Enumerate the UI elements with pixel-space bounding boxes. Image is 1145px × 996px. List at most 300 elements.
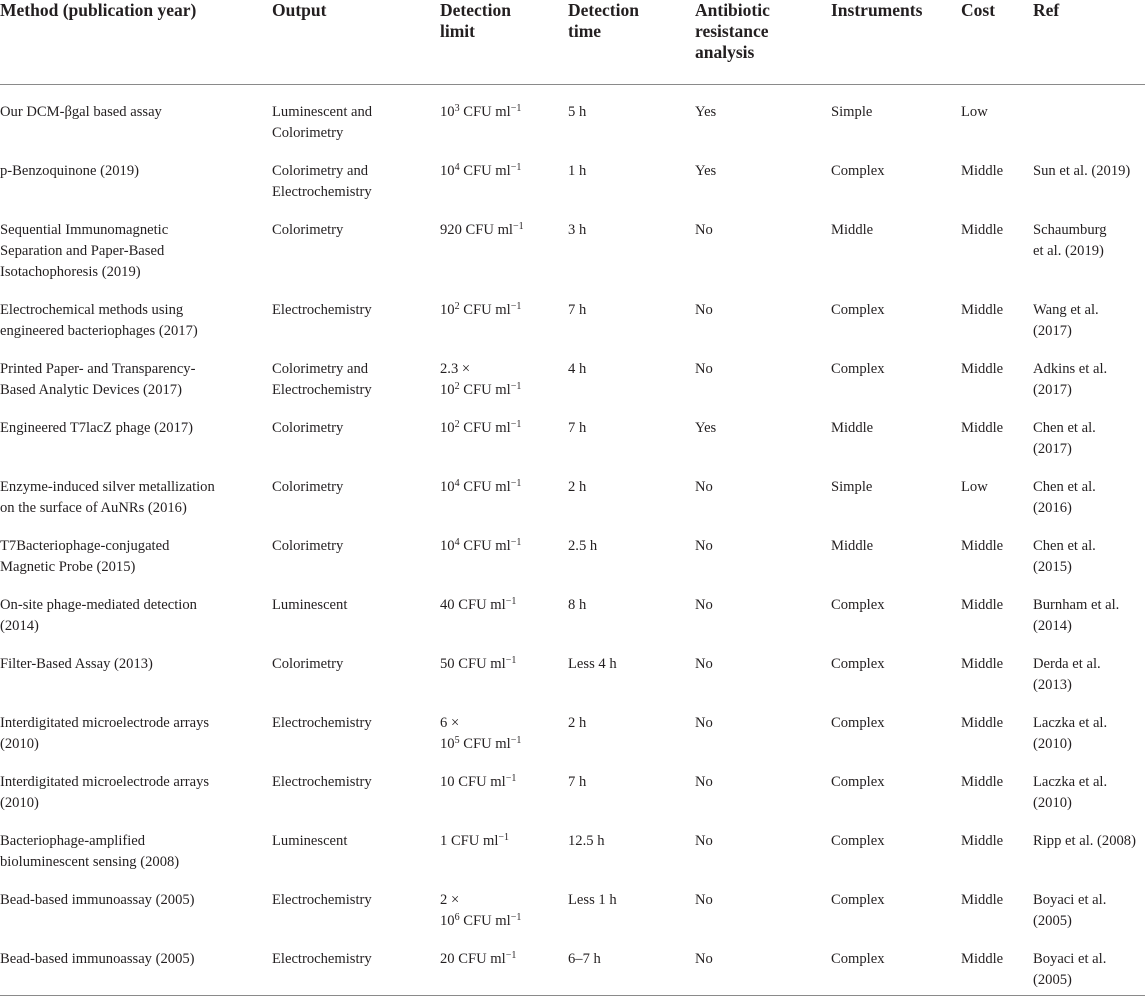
cost-value: Middle [961, 301, 1004, 318]
output-cell [272, 873, 440, 932]
ref-line: Derda et al. [1033, 655, 1101, 672]
limit-unit: CFU ml [459, 419, 511, 436]
limit-value: 10 [440, 478, 455, 495]
antibiotic-cell [695, 203, 831, 283]
ref-line: Boyaci et al. [1033, 950, 1107, 967]
limit-value: 50 CFU ml [440, 655, 506, 672]
antibiotic-cell [695, 401, 831, 460]
ref-line: Chen et al. [1033, 419, 1096, 436]
instruments-cell [831, 401, 961, 460]
ref-line: (2014) [1033, 617, 1072, 634]
output-line: Luminescent [272, 596, 348, 613]
output-cell [272, 755, 440, 814]
limit-unit-exponent: −1 [510, 734, 522, 746]
cost-cell [961, 460, 1033, 519]
detection-time-value: 3 h [568, 221, 587, 238]
detection-time-value: 7 h [568, 419, 587, 436]
instruments-cell [831, 814, 961, 873]
limit-unit: CFU ml [459, 103, 511, 120]
detection-limit-line [440, 220, 568, 241]
detection-limit-cell [440, 84, 568, 144]
output-line: Electrochemistry [272, 950, 372, 967]
detection-limit-line [440, 949, 568, 970]
detection-time-cell [568, 932, 695, 996]
cost-cell [961, 342, 1033, 401]
cost-cell [961, 814, 1033, 873]
cost-cell [961, 519, 1033, 578]
output-line: Colorimetry [272, 124, 344, 141]
detection-time-cell [568, 283, 695, 342]
antibiotic-value: Yes [695, 103, 717, 120]
output-line: Colorimetry and [272, 162, 369, 179]
output-cell [272, 342, 440, 401]
table-row [0, 342, 1145, 401]
output-line: Colorimetry [272, 419, 344, 436]
instruments-value: Middle [831, 419, 874, 436]
method-line: Magnetic Probe (2015) [0, 558, 136, 575]
header-detection-time [568, 0, 695, 84]
ref-line: Laczka et al. [1033, 714, 1108, 731]
output-line: Colorimetry [272, 221, 344, 238]
instruments-value: Complex [831, 773, 885, 790]
ref-line: Laczka et al. [1033, 773, 1108, 790]
limit-value: 10 [440, 537, 455, 554]
ref-cell [1033, 578, 1145, 637]
antibiotic-value: No [695, 301, 713, 318]
table-row [0, 203, 1145, 283]
detection-time-cell [568, 519, 695, 578]
header-row [0, 0, 1145, 84]
header-line: Cost [961, 0, 996, 20]
method-line: engineered bacteriophages (2017) [0, 322, 198, 339]
header-ref [1033, 0, 1145, 84]
table-row [0, 873, 1145, 932]
detection-time-value: 8 h [568, 596, 587, 613]
header-line: Antibiotic [695, 0, 770, 20]
ref-cell [1033, 203, 1145, 283]
header-line: Detection [568, 0, 639, 20]
method-line: Separation and Paper-Based [0, 242, 165, 259]
antibiotic-cell [695, 342, 831, 401]
header-detection-limit [440, 0, 568, 84]
detection-limit-line [440, 911, 568, 932]
method-line: (2010) [0, 735, 39, 752]
ref-cell [1033, 814, 1145, 873]
header-output [272, 0, 440, 84]
method-line: Filter-Based Assay (2013) [0, 655, 153, 672]
instruments-cell [831, 873, 961, 932]
instruments-cell [831, 283, 961, 342]
method-cell [0, 873, 272, 932]
limit-exponent: −1 [505, 595, 517, 607]
instruments-value: Middle [831, 537, 874, 554]
antibiotic-cell [695, 283, 831, 342]
cost-value: Middle [961, 360, 1004, 377]
instruments-value: Complex [831, 162, 885, 179]
cost-value: Middle [961, 221, 1004, 238]
ref-cell [1033, 283, 1145, 342]
cost-value: Middle [961, 891, 1004, 908]
limit-exponent: 4 [454, 536, 460, 548]
limit-exponent: 4 [454, 477, 460, 489]
limit-exponent: 2 [454, 418, 460, 430]
antibiotic-value: No [695, 360, 713, 377]
method-line: Electrochemical methods using [0, 301, 184, 318]
header-line: Method (publication year) [0, 0, 197, 20]
table-row [0, 578, 1145, 637]
output-cell [272, 637, 440, 696]
ref-line: (2005) [1033, 971, 1072, 988]
instruments-value: Simple [831, 478, 873, 495]
instruments-cell [831, 144, 961, 203]
method-line: (2010) [0, 794, 39, 811]
instruments-cell [831, 755, 961, 814]
output-cell [272, 932, 440, 996]
table-row [0, 460, 1145, 519]
limit-unit: CFU ml [459, 478, 511, 495]
antibiotic-cell [695, 84, 831, 144]
ref-line: Schaumburg [1033, 221, 1107, 238]
cost-value: Middle [961, 596, 1004, 613]
ref-line: (2017) [1033, 322, 1072, 339]
detection-limit-cell [440, 519, 568, 578]
antibiotic-value: No [695, 714, 713, 731]
output-line: Electrochemistry [272, 183, 372, 200]
table-row [0, 814, 1145, 873]
ref-cell [1033, 873, 1145, 932]
detection-time-cell [568, 203, 695, 283]
limit-value: 2.3 × [440, 360, 471, 377]
detection-limit-cell [440, 144, 568, 203]
instruments-value: Simple [831, 103, 873, 120]
output-cell [272, 519, 440, 578]
limit-value: 10 CFU ml [440, 773, 506, 790]
antibiotic-value: No [695, 891, 713, 908]
header-instruments [831, 0, 961, 84]
ref-line: (2016) [1033, 499, 1072, 516]
ref-line: (2017) [1033, 381, 1072, 398]
limit-unit-exponent: −1 [510, 911, 522, 923]
ref-cell [1033, 932, 1145, 996]
ref-cell [1033, 637, 1145, 696]
detection-time-cell [568, 342, 695, 401]
table-row [0, 144, 1145, 203]
cost-value: Low [961, 478, 988, 495]
cost-value: Middle [961, 832, 1004, 849]
detection-limit-line [440, 380, 568, 401]
detection-limit-line [440, 734, 568, 755]
header-line: Instruments [831, 0, 923, 20]
table-row [0, 84, 1145, 144]
detection-limit-line [440, 654, 568, 675]
output-cell [272, 283, 440, 342]
output-line: Colorimetry [272, 655, 344, 672]
instruments-cell [831, 84, 961, 144]
detection-time-cell [568, 637, 695, 696]
ref-line: Wang et al. [1033, 301, 1099, 318]
cost-value: Middle [961, 419, 1004, 436]
limit-exponent: 4 [454, 161, 460, 173]
instruments-cell [831, 460, 961, 519]
table-row [0, 696, 1145, 755]
limit-unit-exponent: −1 [510, 418, 522, 430]
method-cell [0, 460, 272, 519]
instruments-value: Complex [831, 832, 885, 849]
limit-exponent: 2 [454, 380, 460, 392]
method-line: (2014) [0, 617, 39, 634]
ref-line: Chen et al. [1033, 537, 1096, 554]
limit-unit-exponent: −1 [510, 161, 522, 173]
cost-cell [961, 637, 1033, 696]
detection-limit-cell [440, 873, 568, 932]
limit-unit-exponent: −1 [510, 380, 522, 392]
limit-unit: CFU ml [459, 162, 511, 179]
detection-time-value: 2 h [568, 714, 587, 731]
cost-value: Middle [961, 714, 1004, 731]
detection-limit-cell [440, 342, 568, 401]
instruments-value: Complex [831, 655, 885, 672]
ref-line: (2015) [1033, 558, 1072, 575]
cost-cell [961, 873, 1033, 932]
detection-limit-line [440, 831, 568, 852]
detection-limit-cell [440, 401, 568, 460]
ref-line: (2010) [1033, 794, 1072, 811]
output-line: Luminescent and [272, 103, 373, 120]
detection-time-cell [568, 755, 695, 814]
limit-exponent: 3 [454, 102, 460, 114]
instruments-value: Complex [831, 360, 885, 377]
header-cost [961, 0, 1033, 84]
instruments-value: Complex [831, 950, 885, 967]
table-body [0, 84, 1145, 995]
method-cell [0, 342, 272, 401]
output-cell [272, 578, 440, 637]
detection-limit-line [440, 300, 568, 321]
detection-time-value: 2 h [568, 478, 587, 495]
antibiotic-cell [695, 755, 831, 814]
detection-time-cell [568, 84, 695, 144]
table-row [0, 932, 1145, 996]
antibiotic-cell [695, 696, 831, 755]
detection-limit-cell [440, 932, 568, 996]
output-line: Electrochemistry [272, 714, 372, 731]
ref-cell [1033, 519, 1145, 578]
instruments-cell [831, 932, 961, 996]
method-cell [0, 84, 272, 144]
method-line: On-site phage-mediated detection [0, 596, 197, 613]
detection-limit-line [440, 418, 568, 439]
limit-unit-exponent: −1 [510, 102, 522, 114]
ref-cell [1033, 144, 1145, 203]
detection-time-cell [568, 814, 695, 873]
instruments-value: Middle [831, 221, 874, 238]
antibiotic-cell [695, 637, 831, 696]
antibiotic-value: No [695, 221, 713, 238]
method-line: Bacteriophage-amplified [0, 832, 146, 849]
method-cell [0, 203, 272, 283]
limit-value: 6 × [440, 714, 460, 731]
cost-cell [961, 203, 1033, 283]
method-cell [0, 755, 272, 814]
method-line: Sequential Immunomagnetic [0, 221, 169, 238]
output-cell [272, 203, 440, 283]
cost-cell [961, 144, 1033, 203]
antibiotic-cell [695, 873, 831, 932]
method-line: Bead-based immunoassay (2005) [0, 891, 195, 908]
output-line: Electrochemistry [272, 891, 372, 908]
method-cell [0, 932, 272, 996]
ref-line: Ripp et al. (2008) [1033, 832, 1136, 849]
antibiotic-value: No [695, 950, 713, 967]
limit-exponent: 2 [454, 300, 460, 312]
ref-cell [1033, 696, 1145, 755]
ref-line: Chen et al. [1033, 478, 1096, 495]
detection-time-cell [568, 401, 695, 460]
ref-line: (2013) [1033, 676, 1072, 693]
method-cell [0, 519, 272, 578]
detection-time-cell [568, 873, 695, 932]
method-line: T7Bacteriophage-conjugated [0, 537, 170, 554]
table-row [0, 283, 1145, 342]
limit-value: 10 [440, 419, 455, 436]
method-line: Isotachophoresis (2019) [0, 263, 141, 280]
ref-cell [1033, 401, 1145, 460]
cost-value: Middle [961, 773, 1004, 790]
output-cell [272, 460, 440, 519]
limit-value: 10 [440, 912, 455, 929]
method-cell [0, 637, 272, 696]
limit-value: 10 [440, 103, 455, 120]
instruments-cell [831, 578, 961, 637]
cost-cell [961, 696, 1033, 755]
detection-limit-cell [440, 460, 568, 519]
instruments-value: Complex [831, 301, 885, 318]
instruments-value: Complex [831, 714, 885, 731]
limit-unit-exponent: −1 [510, 300, 522, 312]
method-cell [0, 144, 272, 203]
detection-limit-cell [440, 578, 568, 637]
limit-value: 2 × [440, 891, 460, 908]
method-line: Interdigitated microelectrode arrays [0, 714, 210, 731]
detection-time-value: 2.5 h [568, 537, 598, 554]
limit-unit: CFU ml [459, 735, 511, 752]
detection-limit-line [440, 772, 568, 793]
method-line: p-Benzoquinone (2019) [0, 162, 140, 179]
method-line: Bead-based immunoassay (2005) [0, 950, 195, 967]
limit-exponent: −1 [505, 654, 517, 666]
ref-cell [1033, 84, 1145, 144]
ref-cell [1033, 755, 1145, 814]
output-line: Luminescent [272, 832, 348, 849]
header-antibiotic-resistance [695, 0, 831, 84]
output-line: Colorimetry [272, 537, 344, 554]
limit-exponent: −1 [505, 949, 517, 961]
ref-line: Sun et al. (2019) [1033, 162, 1131, 179]
limit-exponent: −1 [512, 220, 524, 232]
method-cell [0, 283, 272, 342]
detection-limit-cell [440, 637, 568, 696]
table-row [0, 401, 1145, 460]
antibiotic-value: No [695, 655, 713, 672]
instruments-cell [831, 342, 961, 401]
method-line: bioluminescent sensing (2008) [0, 853, 180, 870]
cost-value: Middle [961, 655, 1004, 672]
cost-value: Middle [961, 537, 1004, 554]
cost-cell [961, 283, 1033, 342]
detection-time-value: 7 h [568, 773, 587, 790]
detection-limit-line [440, 536, 568, 557]
detection-limit-cell [440, 814, 568, 873]
method-cell [0, 814, 272, 873]
limit-unit: CFU ml [459, 381, 511, 398]
antibiotic-cell [695, 460, 831, 519]
detection-time-value: 1 h [568, 162, 587, 179]
instruments-cell [831, 203, 961, 283]
header-line: Output [272, 0, 327, 20]
instruments-value: Complex [831, 596, 885, 613]
method-line: on the surface of AuNRs (2016) [0, 499, 187, 516]
antibiotic-value: Yes [695, 419, 717, 436]
ref-line: (2017) [1033, 440, 1072, 457]
method-line: Enzyme-induced silver metallization [0, 478, 215, 495]
limit-exponent: 6 [454, 911, 460, 923]
instruments-cell [831, 696, 961, 755]
cost-cell [961, 755, 1033, 814]
header-line: Ref [1033, 0, 1060, 20]
cost-cell [961, 401, 1033, 460]
detection-time-cell [568, 144, 695, 203]
header-method [0, 0, 272, 84]
header-line: time [568, 21, 602, 41]
limit-exponent: −1 [498, 831, 510, 843]
table-row [0, 519, 1145, 578]
ref-line: Boyaci et al. [1033, 891, 1107, 908]
method-cell [0, 578, 272, 637]
detection-limit-line [440, 161, 568, 182]
ref-line: Adkins et al. [1033, 360, 1108, 377]
output-cell [272, 696, 440, 755]
ref-line: Burnham et al. [1033, 596, 1120, 613]
detection-limit-line [440, 102, 568, 123]
limit-value: 10 [440, 301, 455, 318]
detection-time-value: 12.5 h [568, 832, 605, 849]
antibiotic-value: No [695, 478, 713, 495]
limit-value: 10 [440, 162, 455, 179]
header-line: limit [440, 21, 475, 41]
limit-unit: CFU ml [459, 912, 511, 929]
detection-time-value: 6–7 h [568, 950, 601, 967]
limit-value: 1 CFU ml [440, 832, 499, 849]
header-line: Detection [440, 0, 511, 20]
limit-value: 10 [440, 381, 455, 398]
antibiotic-value: No [695, 596, 713, 613]
detection-limit-line [440, 359, 568, 380]
limit-unit: CFU ml [459, 301, 511, 318]
method-line: Our DCM-βgal based assay [0, 103, 162, 120]
antibiotic-cell [695, 814, 831, 873]
ref-cell [1033, 342, 1145, 401]
detection-time-value: 4 h [568, 360, 587, 377]
detection-time-value: 7 h [568, 301, 587, 318]
method-line: Printed Paper- and Transparency- [0, 360, 196, 377]
table-row [0, 755, 1145, 814]
detection-limit-cell [440, 203, 568, 283]
antibiotic-cell [695, 578, 831, 637]
method-line: Engineered T7lacZ phage (2017) [0, 419, 194, 436]
antibiotic-value: No [695, 537, 713, 554]
method-cell [0, 696, 272, 755]
output-line: Electrochemistry [272, 773, 372, 790]
